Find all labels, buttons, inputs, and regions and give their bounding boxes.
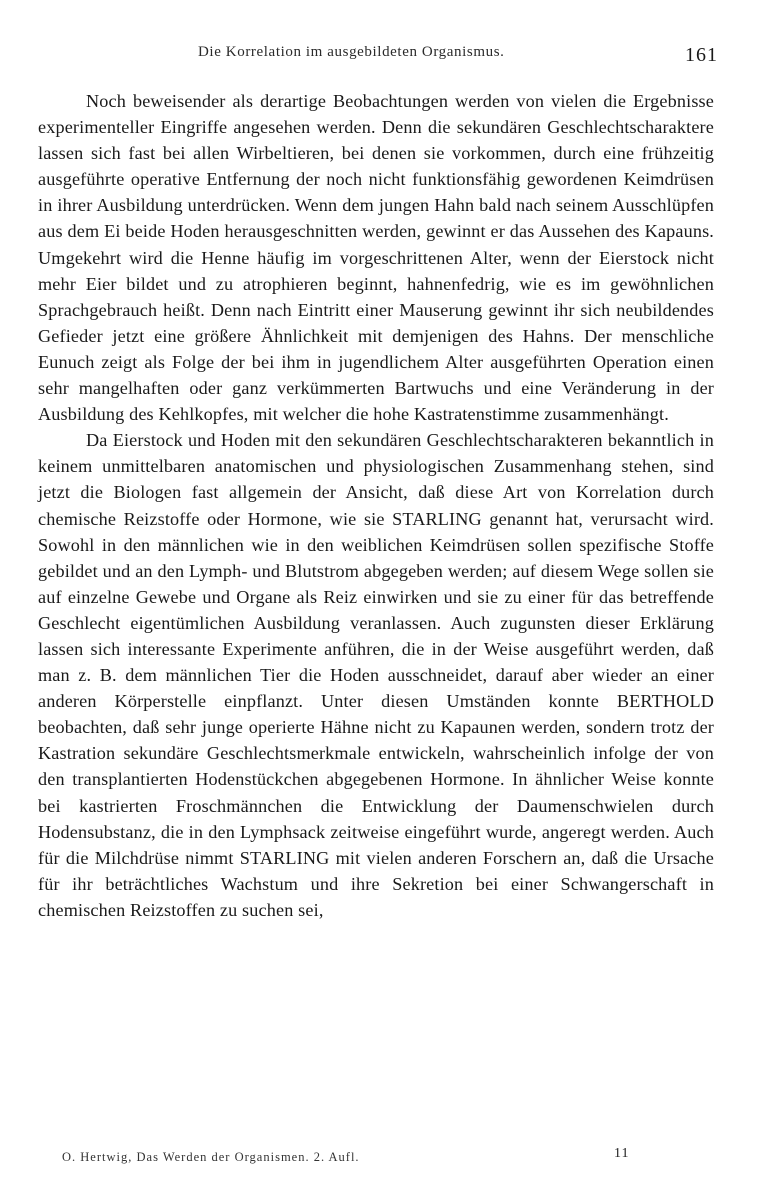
paragraph: Da Eierstock und Hoden mit den sekundären Geschlechtscharakteren bekanntlich in keinem unmittelbaren anatomischen und physiologischen Zusammenhang stehen, sind jetzt die Biologen fast allgemein der Ansicht, daß diese Art von Korrelation durch chemische Reizstoffe oder Hormone, wie sie STARLING genannt hat, verursacht wird. Sowohl in den männlichen wie in den weiblichen Keimdrüsen sollen spezifische Stoffe gebildet und an den Lymph- und Blutstrom abgegeben werden; auf diesem Wege sollen sie auf einzelne Gewebe und Organe als Reiz einwirken und sie zu einer für das betreffende Geschlecht eigentümlichen Ausbildung veranlassen. Auch zugunsten dieser Erklärung lassen sich interessante Experimente anführen, die in der Weise ausgeführt werden, daß man z. B. dem männlichen Tier die Hoden ausschneidet, darauf aber wieder an einer anderen Körperstelle einpflanzt. Unter diesen Umständen konnte BERTHOLD beobachten, daß sehr junge operierte Hähne nicht zu Kapaunen werden, sondern trotz der Kastration sekundäre Geschlechtsmerkmale entwickeln, wahrscheinlich infolge der von den transplantierten Hodenstückchen abgegebenen Hormone. In ähnlicher Weise konnte bei kastrierten Froschmännchen die Entwicklung der Daumenschwielen durch Hodensubstanz, die in den Lymphsack zeitweise eingeführt wurde, angeregt werden. Auch für die Milchdrüse nimmt STARLING mit vielen anderen Forschern an, daß die Ursache für ihr beträchtliches Wachstum und ihre Sekretion bei einer Schwangerschaft in chemischen Reizstoffen zu suchen sei, [38,430,714,920]
paragraph: Noch beweisender als derartige Beobachtungen werden von vielen die Ergebnisse experimenteller Eingriffe angesehen werden. Denn die sekundären Geschlechtscharaktere lassen sich fast bei allen Wirbeltieren, bei denen sie vorkommen, durch eine frühzeitig ausgeführte operative Entfernung der noch nicht funktionsfähig gewordenen Keimdrüsen in ihrer Ausbildung unterdrücken. Wenn dem jungen Hahn bald nach seinem Ausschlüpfen aus dem Ei beide Hoden herausgeschnitten werden, gewinnt er das Aussehen des Kapauns. Umgekehrt wird die Henne häufig im vorgeschrittenen Alter, wenn der Eierstock nicht mehr Eier bildet und zu atrophieren beginnt, hahnenfedrig, wie es im gewöhnlichen Sprachgebrauch heißt. Denn nach Eintritt einer Mauserung gewinnt ihr sich neubildendes Gefieder jetzt eine größere Ähnlichkeit mit demjenigen des Hahns. Der menschliche Eunuch zeigt als Folge der bei ihm in jugendlichem Alter ausgeführten Operation einen sehr mangelhaften oder ganz verkümmerten Bartwuchs und eine Veränderung in der Ausbildung des Kehlkopfes, mit welcher die hohe Kastratenstimme zusammenhängt. [38,91,714,425]
page-footer [62,1146,662,1170]
signature-mark: 11 [614,1146,630,1161]
footer-reference: O. Hertwig, Das Werden der Organismen. 2. Aufl. [62,1150,360,1164]
page-number: 161 [685,44,718,66]
running-head [38,44,718,74]
running-title: Die Korrelation im ausgebildeten Organismus. [198,44,505,60]
body-text [38,88,714,923]
